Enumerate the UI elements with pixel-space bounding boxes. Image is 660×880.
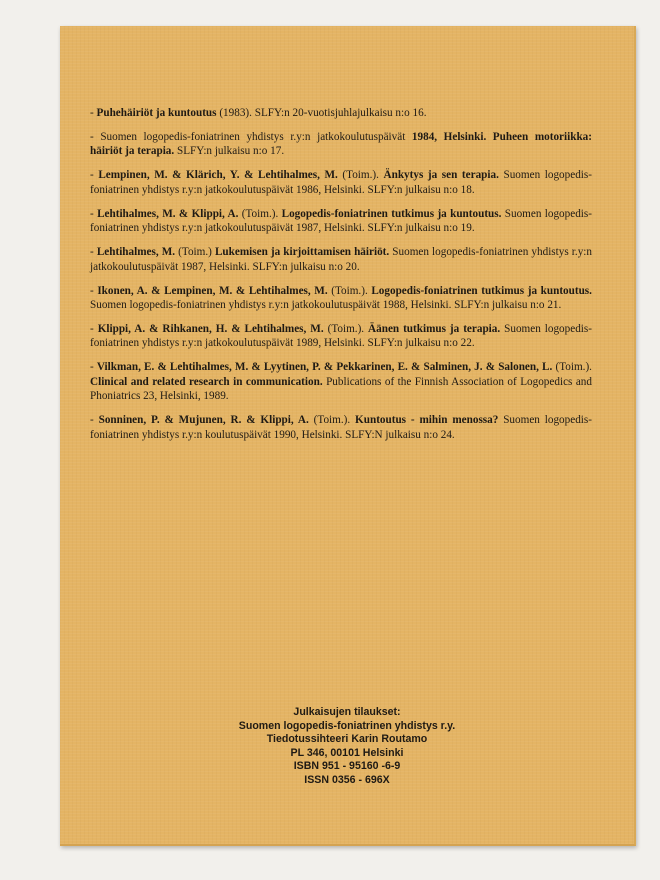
publication-entry: - Puhehäiriöt ja kuntoutus (1983). SLFY:n 20-vuotisjuhlajulkaisu n:o 16. xyxy=(90,107,427,119)
order-heading: Julkaisujen tilaukset: xyxy=(293,706,401,718)
publication-entry: - Klippi, A. & Rihkanen, H. & Lehtihalmes, M. (Toim.). Äänen tutkimus ja terapia. Suomen logopedis-foniatrinen yhdistys r.y:n jatkokoulutuspäivät 1989, Helsinki. SLFY:n julkaisu n:o 22. xyxy=(90,323,592,350)
publication-entry: - Ikonen, A. & Lempinen, M. & Lehtihalmes, M. (Toim.). Logopedis-foniatrinen tutkimus ja kuntoutus. Suomen logopedis-foniatrinen yhdistys r.y:n jatkokoulutuspäivät 1988, Helsinki. SLFY:n julkaisu n:o 21. xyxy=(90,284,592,312)
publication-list xyxy=(90,106,592,452)
isbn: ISBN 951 - 95160 -6-9 xyxy=(293,760,401,773)
order-address: PL 346, 00101 Helsinki xyxy=(290,746,404,759)
publication-entry: - Sonninen, P. & Mujunen, R. & Klippi, A. (Toim.). Kuntoutus - mihin menossa? Suomen logopedis-foniatrinen yhdistys r.y:n koulutuspäivät 1990, Helsinki. SLFY:N julkaisu n:o 24. xyxy=(90,414,592,441)
publication-entry: - Lempinen, M. & Klärich, Y. & Lehtihalmes, M. (Toim.). Änkytys ja sen terapia. Suomen logopedis-foniatrinen yhdistys r.y:n jatkokoulutuspäivät 1986, Helsinki. SLFY:n julkaisu n:o 18. xyxy=(90,169,592,196)
order-information xyxy=(60,706,634,788)
issn: ISSN 0356 - 696X xyxy=(304,773,390,786)
publication-entry: - Vilkman, E. & Lehtihalmes, M. & Lyytinen, P. & Pekkarinen, E. & Salminen, J. & Salonen, L. (Toim.). Clinical and related research in communication. Publications of the Finnish Association of Logopedics and Phoniatrics 23, Helsinki, 1989. xyxy=(90,361,592,403)
publication-entry: - Lehtihalmes, M. (Toim.) Lukemisen ja kirjoittamisen häiriöt. Suomen logopedis-foniatrinen yhdistys r.y:n jatkokoulutuspäivät 1987, Helsinki. SLFY:n julkaisu n:o 20. xyxy=(90,246,592,273)
order-organization: Suomen logopedis-foniatrinen yhdistys r.y. xyxy=(238,719,456,732)
order-secretary: Tiedotussihteeri Karin Routamo xyxy=(266,733,428,746)
book-back-cover xyxy=(60,26,636,846)
publication-entry: - Lehtihalmes, M. & Klippi, A. (Toim.). Logopedis-foniatrinen tutkimus ja kuntoutus. Suomen logopedis-foniatrinen yhdistys r.y:n jatkokoulutuspäivät 1987, Helsinki. SLFY:n julkaisu n:o 19. xyxy=(90,207,592,235)
publication-entry: - Suomen logopedis-foniatrinen yhdistys r.y:n jatkokoulutuspäivät 1984, Helsinki. Puheen motoriikka: häiriöt ja terapia. SLFY:n julkaisu n:o 17. xyxy=(90,131,592,158)
